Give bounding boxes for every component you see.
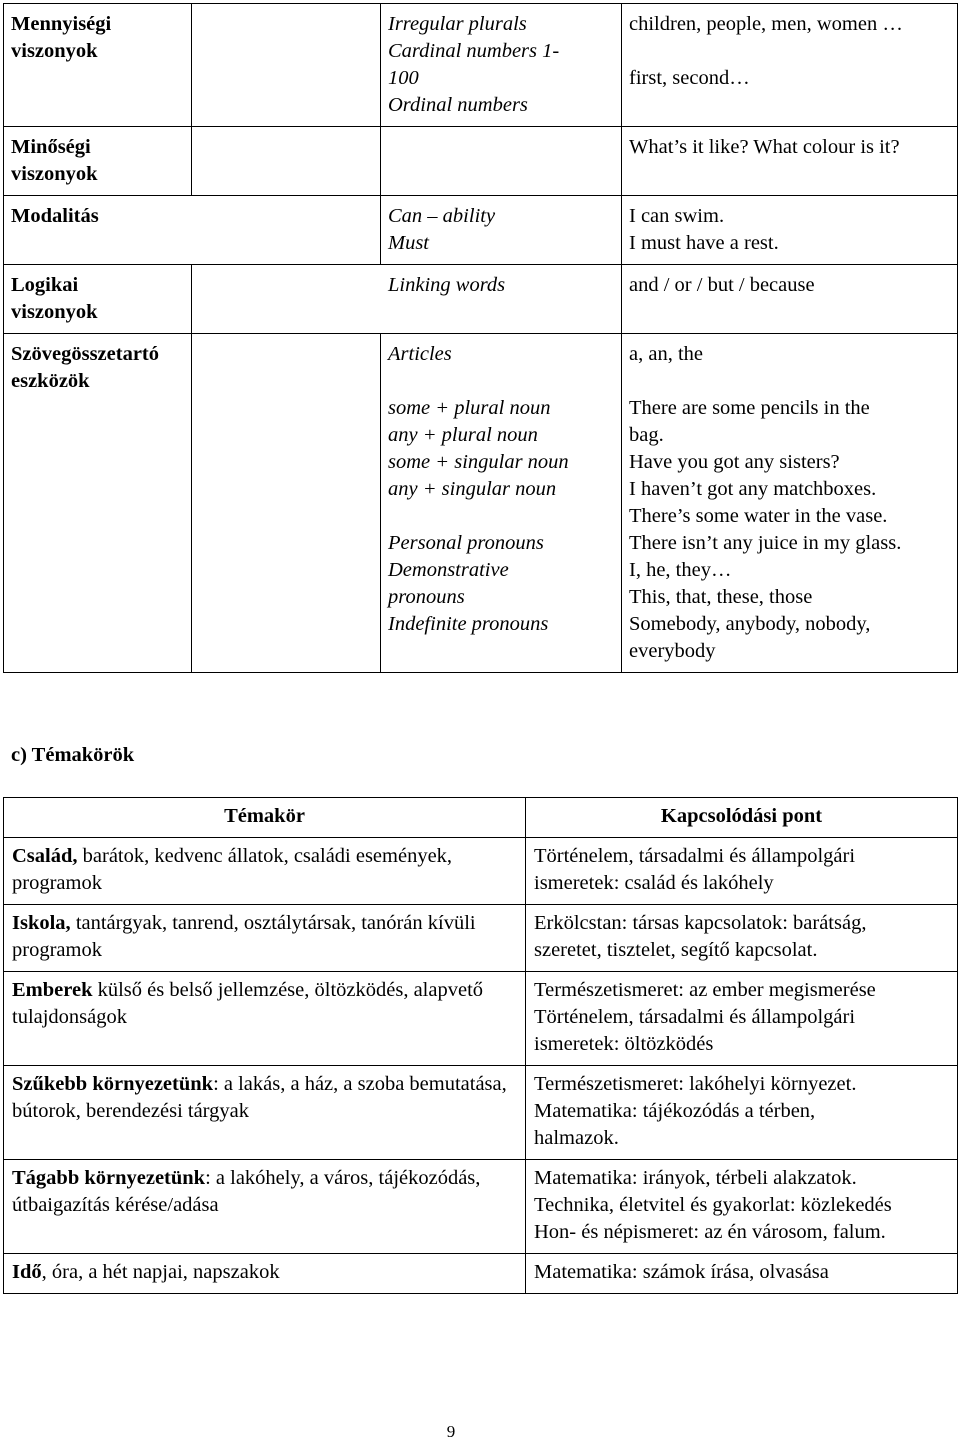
link-line: Történelem, társadalmi és állampolgári [534,1006,856,1028]
example-line: I must have a rest. [629,232,779,254]
table-row [4,1160,958,1254]
category-line: viszonyok [11,301,98,323]
link-line: Matematika: számok írása, olvasása [534,1261,829,1283]
category-line: Logikai [11,274,79,296]
topic-cell [4,1160,526,1254]
topic-keyword: Iskola, [12,912,71,934]
empty-cell [192,4,381,127]
structures-cell [381,334,622,673]
topics-table [3,797,958,1294]
empty-cell [192,127,381,196]
structure-line: Can – ability [388,205,496,227]
example-line: everybody [629,640,716,662]
section-heading: c) Témakörök [11,744,135,766]
link-line: Technika, életvitel és gyakorlat: közlekedés [534,1194,892,1216]
category-cell [4,265,192,334]
category-cell [4,196,381,265]
example-line: first, second… [629,67,750,89]
table-row [4,196,958,265]
category-line: Minőségi [11,136,91,158]
link-line: Matematika: tájékozódás a térben, [534,1100,816,1122]
category-line: Mennyiségi [11,13,112,35]
table-row [4,127,958,196]
example-line: There are some pencils in the [629,397,870,419]
category-line: viszonyok [11,40,98,62]
topic-keyword: Szűkebb környezetünk [12,1073,214,1095]
example-gap [629,368,951,395]
topics-table-header [4,798,958,838]
link-line: Matematika: irányok, térbeli alakzatok. [534,1167,857,1189]
structure-line: Articles [388,343,452,365]
category-cell [4,334,192,673]
table-row [4,334,958,673]
example-line: What’s it like? What colour is it? [629,136,900,158]
topic-cell [4,972,526,1066]
topic-text: , óra, a hét napjai, napszakok [41,1261,280,1283]
category-cell [4,127,192,196]
example-line: There isn’t any juice in my glass. [629,532,902,554]
link-cell [526,1066,958,1160]
structure-line: some + singular noun [388,451,569,473]
examples-cell [622,265,958,334]
table-row [4,1254,958,1294]
example-line: There’s some water in the vase. [629,505,888,527]
table-row [4,4,958,127]
empty-cell [381,127,622,196]
category-cell [4,4,192,127]
topic-cell [4,905,526,972]
topic-cell [4,838,526,905]
example-line: children, people, men, women … [629,13,903,35]
topic-cell [4,1066,526,1160]
page-number: 9 [446,1422,456,1441]
category-line: viszonyok [11,163,98,185]
topic-text: tantárgyak, tanrend, osztálytársak, tanórán kívüli programok [12,912,476,961]
structure-gap [388,368,615,395]
link-line: ismeretek: öltözködés [534,1033,714,1055]
structure-gap [388,503,615,530]
header-row [4,798,958,838]
link-line: Történelem, társadalmi és állampolgári [534,845,856,867]
structure-line: Demonstrative [388,559,509,581]
grammar-table [3,3,958,673]
example-line: and / or / but / because [629,274,815,296]
structure-line: any + plural noun [388,424,538,446]
link-cell [526,1254,958,1294]
structures-cell [381,196,622,265]
example-line: Somebody, anybody, nobody, [629,613,871,635]
topic-keyword: Tágabb környezetünk [12,1167,206,1189]
structure-line: pronouns [388,586,465,608]
table-row [4,1066,958,1160]
structure-line: some + plural noun [388,397,551,419]
example-line: Have you got any sisters? [629,451,840,473]
structure-line: Ordinal numbers [388,94,528,116]
example-line: This, that, these, those [629,586,813,608]
category-line: eszközök [11,370,90,392]
example-gap [629,38,951,65]
topic-text: barátok, kedvenc állatok, családi események, programok [12,845,453,894]
examples-cell [622,4,958,127]
link-line: Természetismeret: lakóhelyi környezet. [534,1073,857,1095]
example-line: a, an, the [629,343,703,365]
topic-keyword: Család, [12,845,78,867]
link-line: Hon- és népismeret: az én városom, falum. [534,1221,886,1243]
examples-cell [622,127,958,196]
example-line: I, he, they… [629,559,732,581]
topic-cell [4,1254,526,1294]
link-line: ismeretek: család és lakóhely [534,872,774,894]
category-line: Szövegösszetartó [11,343,160,365]
structures-cell [192,265,622,334]
table-row [4,838,958,905]
header-link: Kapcsolódási pont [526,798,958,838]
grammar-table-body [4,4,958,673]
topic-keyword: Idő [12,1261,42,1283]
structure-line: any + singular noun [388,478,557,500]
structure-line: Irregular plurals [388,13,527,35]
link-line: halmazok. [534,1127,619,1149]
topics-table-body [4,838,958,1294]
header-topic: Témakör [4,798,526,838]
link-line: Erkölcstan: társas kapcsolatok: barátság, [534,912,867,934]
topic-text: külső és belső jellemzése, öltözködés, alapvető tulajdonságok [12,979,484,1028]
table-row [4,972,958,1066]
structure-line: Cardinal numbers 1- [388,40,560,62]
table-row [4,265,958,334]
table-row [4,905,958,972]
examples-cell [622,334,958,673]
structures-cell [381,4,622,127]
structure-line: Indefinite pronouns [388,613,549,635]
link-cell [526,972,958,1066]
example-line: bag. [629,424,664,446]
structure-line: Must [388,232,429,254]
topic-text: : a lakóhely, a város, tájékozódás, útbaigazítás kérése/adása [12,1167,481,1216]
example-line: I can swim. [629,205,725,227]
example-line: I haven’t got any matchboxes. [629,478,877,500]
structure-line: Linking words [388,274,506,296]
category-line: Modalitás [11,205,99,227]
examples-cell [622,196,958,265]
link-line: szeretet, tisztelet, segítő kapcsolat. [534,939,818,961]
link-cell [526,905,958,972]
link-line: Természetismeret: az ember megismerése [534,979,876,1001]
link-cell [526,838,958,905]
structure-line: 100 [388,67,419,89]
topic-text: : a lakás, a ház, a szoba bemutatása, bútorok, berendezési tárgyak [12,1073,507,1122]
link-cell [526,1160,958,1254]
empty-cell [192,334,381,673]
structure-line: Personal pronouns [388,532,544,554]
topic-keyword: Emberek [12,979,93,1001]
